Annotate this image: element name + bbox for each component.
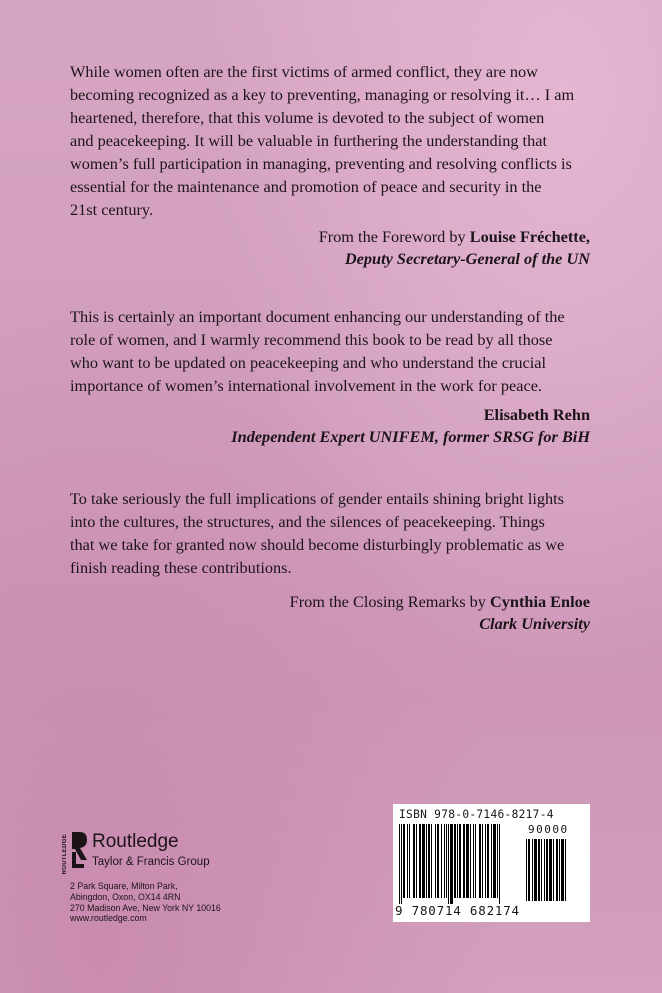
attribution-prefix: From the Closing Remarks by [289,592,486,611]
quote-line: 21st century. [70,200,154,219]
logo-vertical-text: ROUTLEDGE [62,834,68,875]
publisher-name: Routledge [92,831,179,852]
quote-line: into the cultures, the structures, and the silences of peacekeeping. Things [70,512,545,531]
quote-line: importance of women’s international involvement in the work for peace. [70,376,543,395]
address-line: www.routledge.com [70,913,147,924]
attribution-name: Louise Fréchette, [469,227,590,246]
endorsement-quote [70,305,595,397]
attribution-name: Cynthia Enloe [490,592,590,611]
quote-line: who want to be updated on peacekeeping and who understand the crucial [70,353,547,372]
publisher-address [70,881,221,924]
attribution-name: Elisabeth Rehn [483,405,590,424]
routledge-logo-icon [66,830,88,870]
quote-line: While women often are the first victims of armed conflict, they are now [70,62,538,81]
ean-number: 9 780714 682174 [395,903,520,918]
attribution-prefix: From the Foreword by [318,227,466,246]
attribution-role: Clark University [479,614,590,633]
quote-line: and peacekeeping. It will be valuable in furthering the understanding that [70,131,547,150]
quote-line: becoming recognized as a key to preventing, managing or resolving it… I am [70,85,575,104]
endorsement-attribution [231,404,590,448]
price-code: 90000 [528,823,569,836]
quote-line: essential for the maintenance and promotion of peace and security in the [70,177,542,196]
barcode-bars [399,824,523,904]
addon-barcode-bars [526,839,582,901]
isbn-label: ISBN 978-0-7146-8217-4 [399,808,554,821]
foreword-attribution [319,226,590,270]
address-line: 270 Madison Ave, New York NY 10016 [70,902,221,913]
publisher-group: Taylor & Francis Group [92,856,210,868]
quote-line: role of women, and I warmly recommend this book to be read by all those [70,330,553,349]
address-line: 2 Park Square, Milton Park, [70,881,178,891]
attribution-role: Deputy Secretary-General of the UN [344,249,590,268]
attribution-role: Independent Expert UNIFEM, former SRSG for BiH [231,427,590,446]
quote-line: heartened, therefore, that this volume is devoted to the subject of women [70,108,545,127]
closing-quote [70,487,595,579]
closing-attribution [290,591,590,635]
quote-line: finish reading these contributions. [70,558,292,577]
quote-line: women’s full participation in managing, preventing and resolving conflicts is [70,154,572,173]
isbn-barcode [393,804,590,922]
quote-line: that we take for granted now should become disturbingly problematic as we [70,535,565,554]
foreword-quote [70,60,595,221]
address-line: Abingdon, Oxon, OX14 4RN [70,891,181,902]
quote-line: This is certainly an important document enhancing our understanding of the [70,307,565,326]
quote-line: To take seriously the full implications of gender entails shining bright lights [70,489,565,508]
